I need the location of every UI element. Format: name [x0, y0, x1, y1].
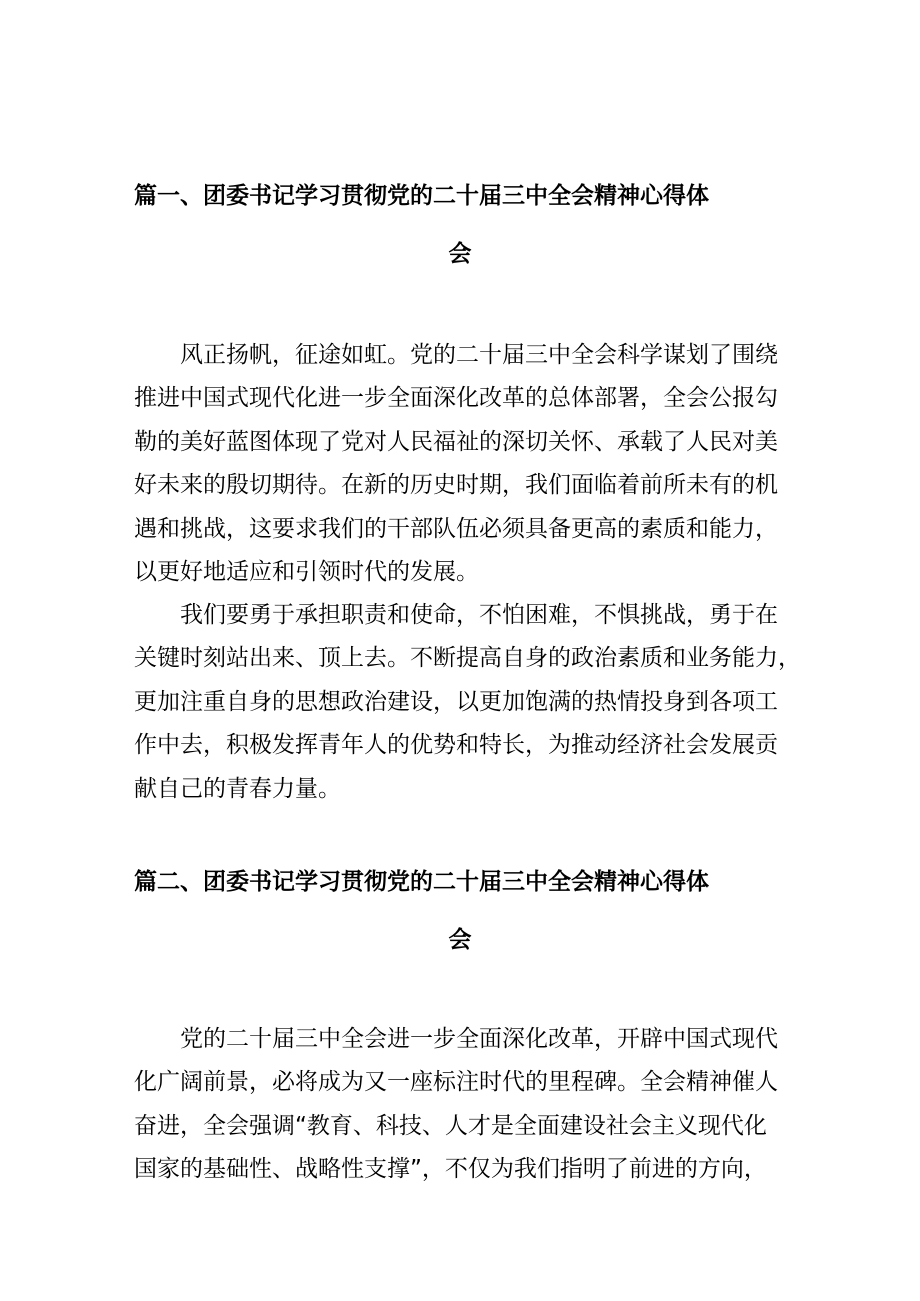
text-line: 勒的美好蓝图体现了党对人民福祉的深切关怀、承载了人民对美 [134, 428, 778, 455]
text-line: 献自己的青春力量。 [134, 775, 341, 802]
section2-paragraph-1 [134, 1018, 794, 1192]
section1-paragraph-1 [134, 334, 794, 594]
text-line: 我们要勇于承担职责和使命，不怕困难，不惧挑战，勇于在 [180, 602, 778, 628]
section2-heading-line1: 篇二、团委书记学习贯彻党的二十届三中全会精神心得体 [134, 869, 709, 895]
section2-heading-line2: 会 [448, 927, 472, 953]
text-line: 国家的基础性、战略性支撑”，不仅为我们指明了前进的方向， [134, 1156, 767, 1183]
text-line: 党的二十届三中全会进一步全面深化改革，开辟中国式现代 [180, 1026, 778, 1052]
text-line: 作中去，积极发挥青年人的优势和特长，为推动经济社会发展贡 [134, 732, 778, 759]
text-line: 关键时刻站出来、顶上去。不断提高自身的政治素质和业务能力， [134, 645, 801, 672]
section1-heading-line2: 会 [448, 241, 472, 267]
text-line: 化广阔前景，必将成为又一座标注时代的里程碑。全会精神催人 [134, 1069, 778, 1096]
text-line: 以更好地适应和引领时代的发展。 [134, 559, 479, 586]
text-line: 更加注重自身的思想政治建设，以更加饱满的热情投身到各项工 [134, 688, 778, 715]
text-line: 好未来的殷切期待。在新的历史时期，我们面临着前所未有的机 [134, 472, 778, 499]
section1-heading-line1: 篇一、团委书记学习贯彻党的二十届三中全会精神心得体 [134, 183, 709, 209]
text-line: 推进中国式现代化进一步全面深化改革的总体部署，全会公报勾 [134, 385, 778, 412]
text-line: 奋进，全会强调“教育、科技、人才是全面建设社会主义现代化 [134, 1112, 767, 1139]
text-line: 遇和挑战，这要求我们的干部队伍必须具备更高的素质和能力， [134, 515, 778, 542]
text-line: 风正扬帆，征途如虹。党的二十届三中全会科学谋划了围绕 [180, 342, 778, 368]
section1-paragraph-2 [134, 594, 801, 811]
